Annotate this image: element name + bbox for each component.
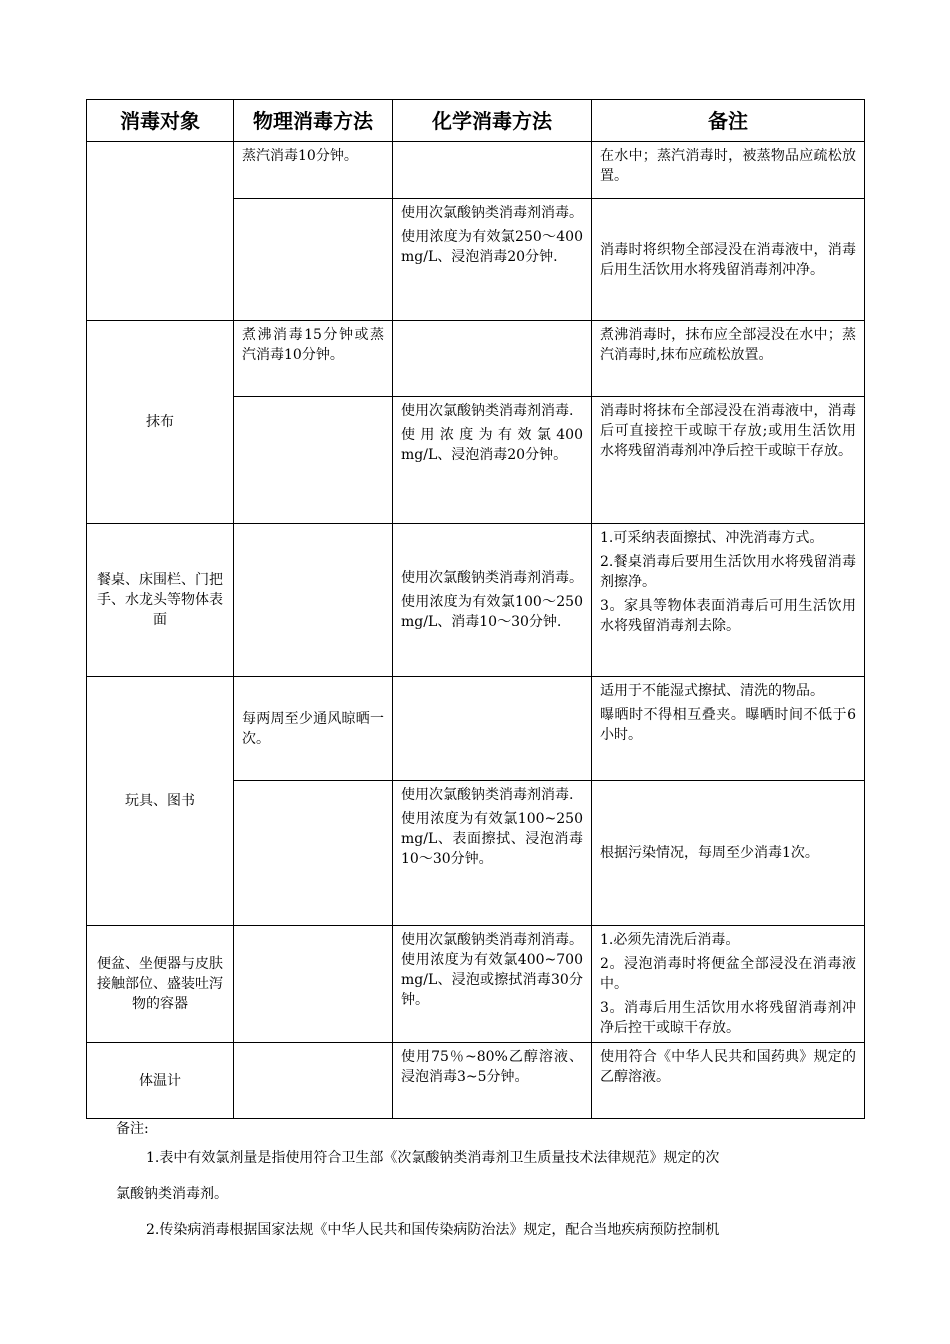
chemical-cell bbox=[393, 781, 592, 926]
remark-text: 2。浸泡消毒时将便盆全部浸没在消毒液中。 bbox=[600, 956, 856, 992]
header-remark: 备注 bbox=[592, 100, 865, 142]
object-cell-surface: 餐桌、床围栏、门把手、水龙头等物体表面 bbox=[87, 524, 234, 677]
chemical-cell: 使用次氯酸钠类消毒剂消毒。使用浓度为有效氯400~700 mg/L、浸泡或擦拭消毒30分钟。 bbox=[393, 926, 592, 1043]
table-row bbox=[87, 524, 865, 677]
remark-cell: 消毒时将织物全部浸没在消毒液中，消毒后用生活饮用水将残留消毒剂冲净。 bbox=[592, 199, 865, 321]
table-row bbox=[87, 1043, 865, 1119]
table-row bbox=[87, 142, 865, 199]
notes-section bbox=[86, 1118, 864, 1248]
chem-text: 使用次氯酸钠类消毒剂消毒。 bbox=[401, 570, 583, 586]
chemical-cell bbox=[393, 397, 592, 524]
physical-cell: 每两周至少通风晾晒一次。 bbox=[234, 677, 393, 781]
physical-cell bbox=[234, 1043, 393, 1119]
physical-cell bbox=[234, 926, 393, 1043]
remark-text: 3。消毒后用生活饮用水将残留消毒剂冲净后控干或晾干存放。 bbox=[600, 1000, 856, 1036]
disinfection-table bbox=[86, 99, 865, 1119]
chemical-cell bbox=[393, 199, 592, 321]
note-1: 1.表中有效氯剂量是指使用符合卫生部《次氯酸钠类消毒剂卫生质量技术法律规范》规定的次 bbox=[146, 1150, 720, 1166]
object-cell-toys: 玩具、图书 bbox=[87, 677, 234, 926]
notes-title: 备注: bbox=[116, 1121, 149, 1137]
chem-text: 使用次氯酸钠类消毒剂消毒. bbox=[401, 787, 574, 803]
remark-text: 1.必须先清洗后消毒。 bbox=[600, 932, 740, 948]
chemical-cell bbox=[393, 142, 592, 199]
chemical-cell: 使用75％~80%乙醇溶液、浸泡消毒3~5分钟。 bbox=[393, 1043, 592, 1119]
table-row bbox=[87, 677, 865, 781]
remark-cell: 煮沸消毒时，抹布应全部浸没在水中；蒸汽消毒时,抹布应疏松放置。 bbox=[592, 321, 865, 397]
physical-cell bbox=[234, 397, 393, 524]
header-physical: 物理消毒方法 bbox=[234, 100, 393, 142]
chem-text: 使用次氯酸钠类消毒剂消毒。 bbox=[401, 205, 583, 221]
table-row bbox=[87, 321, 865, 397]
physical-cell bbox=[234, 781, 393, 926]
remark-cell bbox=[592, 524, 865, 677]
remark-cell: 消毒时将抹布全部浸没在消毒液中，消毒后可直接控干或晾干存放;或用生活饮用水将残留消毒剂冲净后控干或晾干存放。 bbox=[592, 397, 865, 524]
chem-text: 使用浓度为有效氯100～250 mg/L、消毒10～30分钟. bbox=[401, 594, 583, 630]
note-1-continued: 氯酸钠类消毒剂。 bbox=[116, 1186, 228, 1202]
physical-cell: 煮沸消毒15分钟或蒸汽消毒10分钟。 bbox=[234, 321, 393, 397]
chemical-cell bbox=[393, 524, 592, 677]
remark-cell: 根据污染情况，每周至少消毒1次。 bbox=[592, 781, 865, 926]
object-cell-mop: 抹布 bbox=[87, 321, 234, 524]
chem-text: 使用浓度为有效氯100~250 mg/L、表面擦拭、浸泡消毒10～30分钟。 bbox=[401, 811, 583, 867]
object-cell-blank bbox=[87, 142, 234, 321]
physical-cell bbox=[234, 199, 393, 321]
remark-text: 1.可采纳表面擦拭、冲洗消毒方式。 bbox=[600, 530, 824, 546]
header-object: 消毒对象 bbox=[87, 100, 234, 142]
remark-text: 适用于不能湿式擦拭、清洗的物品。 bbox=[600, 683, 824, 699]
remark-cell: 使用符合《中华人民共和国药典》规定的乙醇溶液。 bbox=[592, 1043, 865, 1119]
chem-text: 使用次氯酸钠类消毒剂消毒. bbox=[401, 403, 574, 419]
chemical-cell bbox=[393, 321, 592, 397]
remark-cell: 在水中；蒸汽消毒时，被蒸物品应疏松放置。 bbox=[592, 142, 865, 199]
note-2: 2.传染病消毒根据国家法规《中华人民共和国传染病防治法》规定，配合当地疾病预防控制机 bbox=[146, 1222, 720, 1238]
chem-text: 使用浓度为有效氯250～400 mg/L、浸泡消毒20分钟. bbox=[401, 229, 583, 265]
table-header-row bbox=[87, 100, 865, 142]
header-chemical: 化学消毒方法 bbox=[393, 100, 592, 142]
object-cell-thermometer: 体温计 bbox=[87, 1043, 234, 1119]
table-row bbox=[87, 926, 865, 1043]
remark-cell bbox=[592, 677, 865, 781]
remark-text: 2.餐桌消毒后要用生活饮用水将残留消毒剂擦净。 bbox=[600, 554, 856, 590]
physical-cell bbox=[234, 524, 393, 677]
object-cell-potty: 便盆、坐便器与皮肤接触部位、盛装吐泻物的容器 bbox=[87, 926, 234, 1043]
physical-cell: 蒸汽消毒10分钟。 bbox=[234, 142, 393, 199]
remark-text: 曝晒时不得相互叠夹。曝晒时间不低于6小时。 bbox=[600, 707, 856, 743]
chemical-cell bbox=[393, 677, 592, 781]
remark-text: 3。家具等物体表面消毒后可用生活饮用水将残留消毒剂去除。 bbox=[600, 598, 856, 634]
chem-text: 使用浓度为有效氯400 mg/L、浸泡消毒20分钟。 bbox=[401, 427, 583, 463]
remark-cell bbox=[592, 926, 865, 1043]
